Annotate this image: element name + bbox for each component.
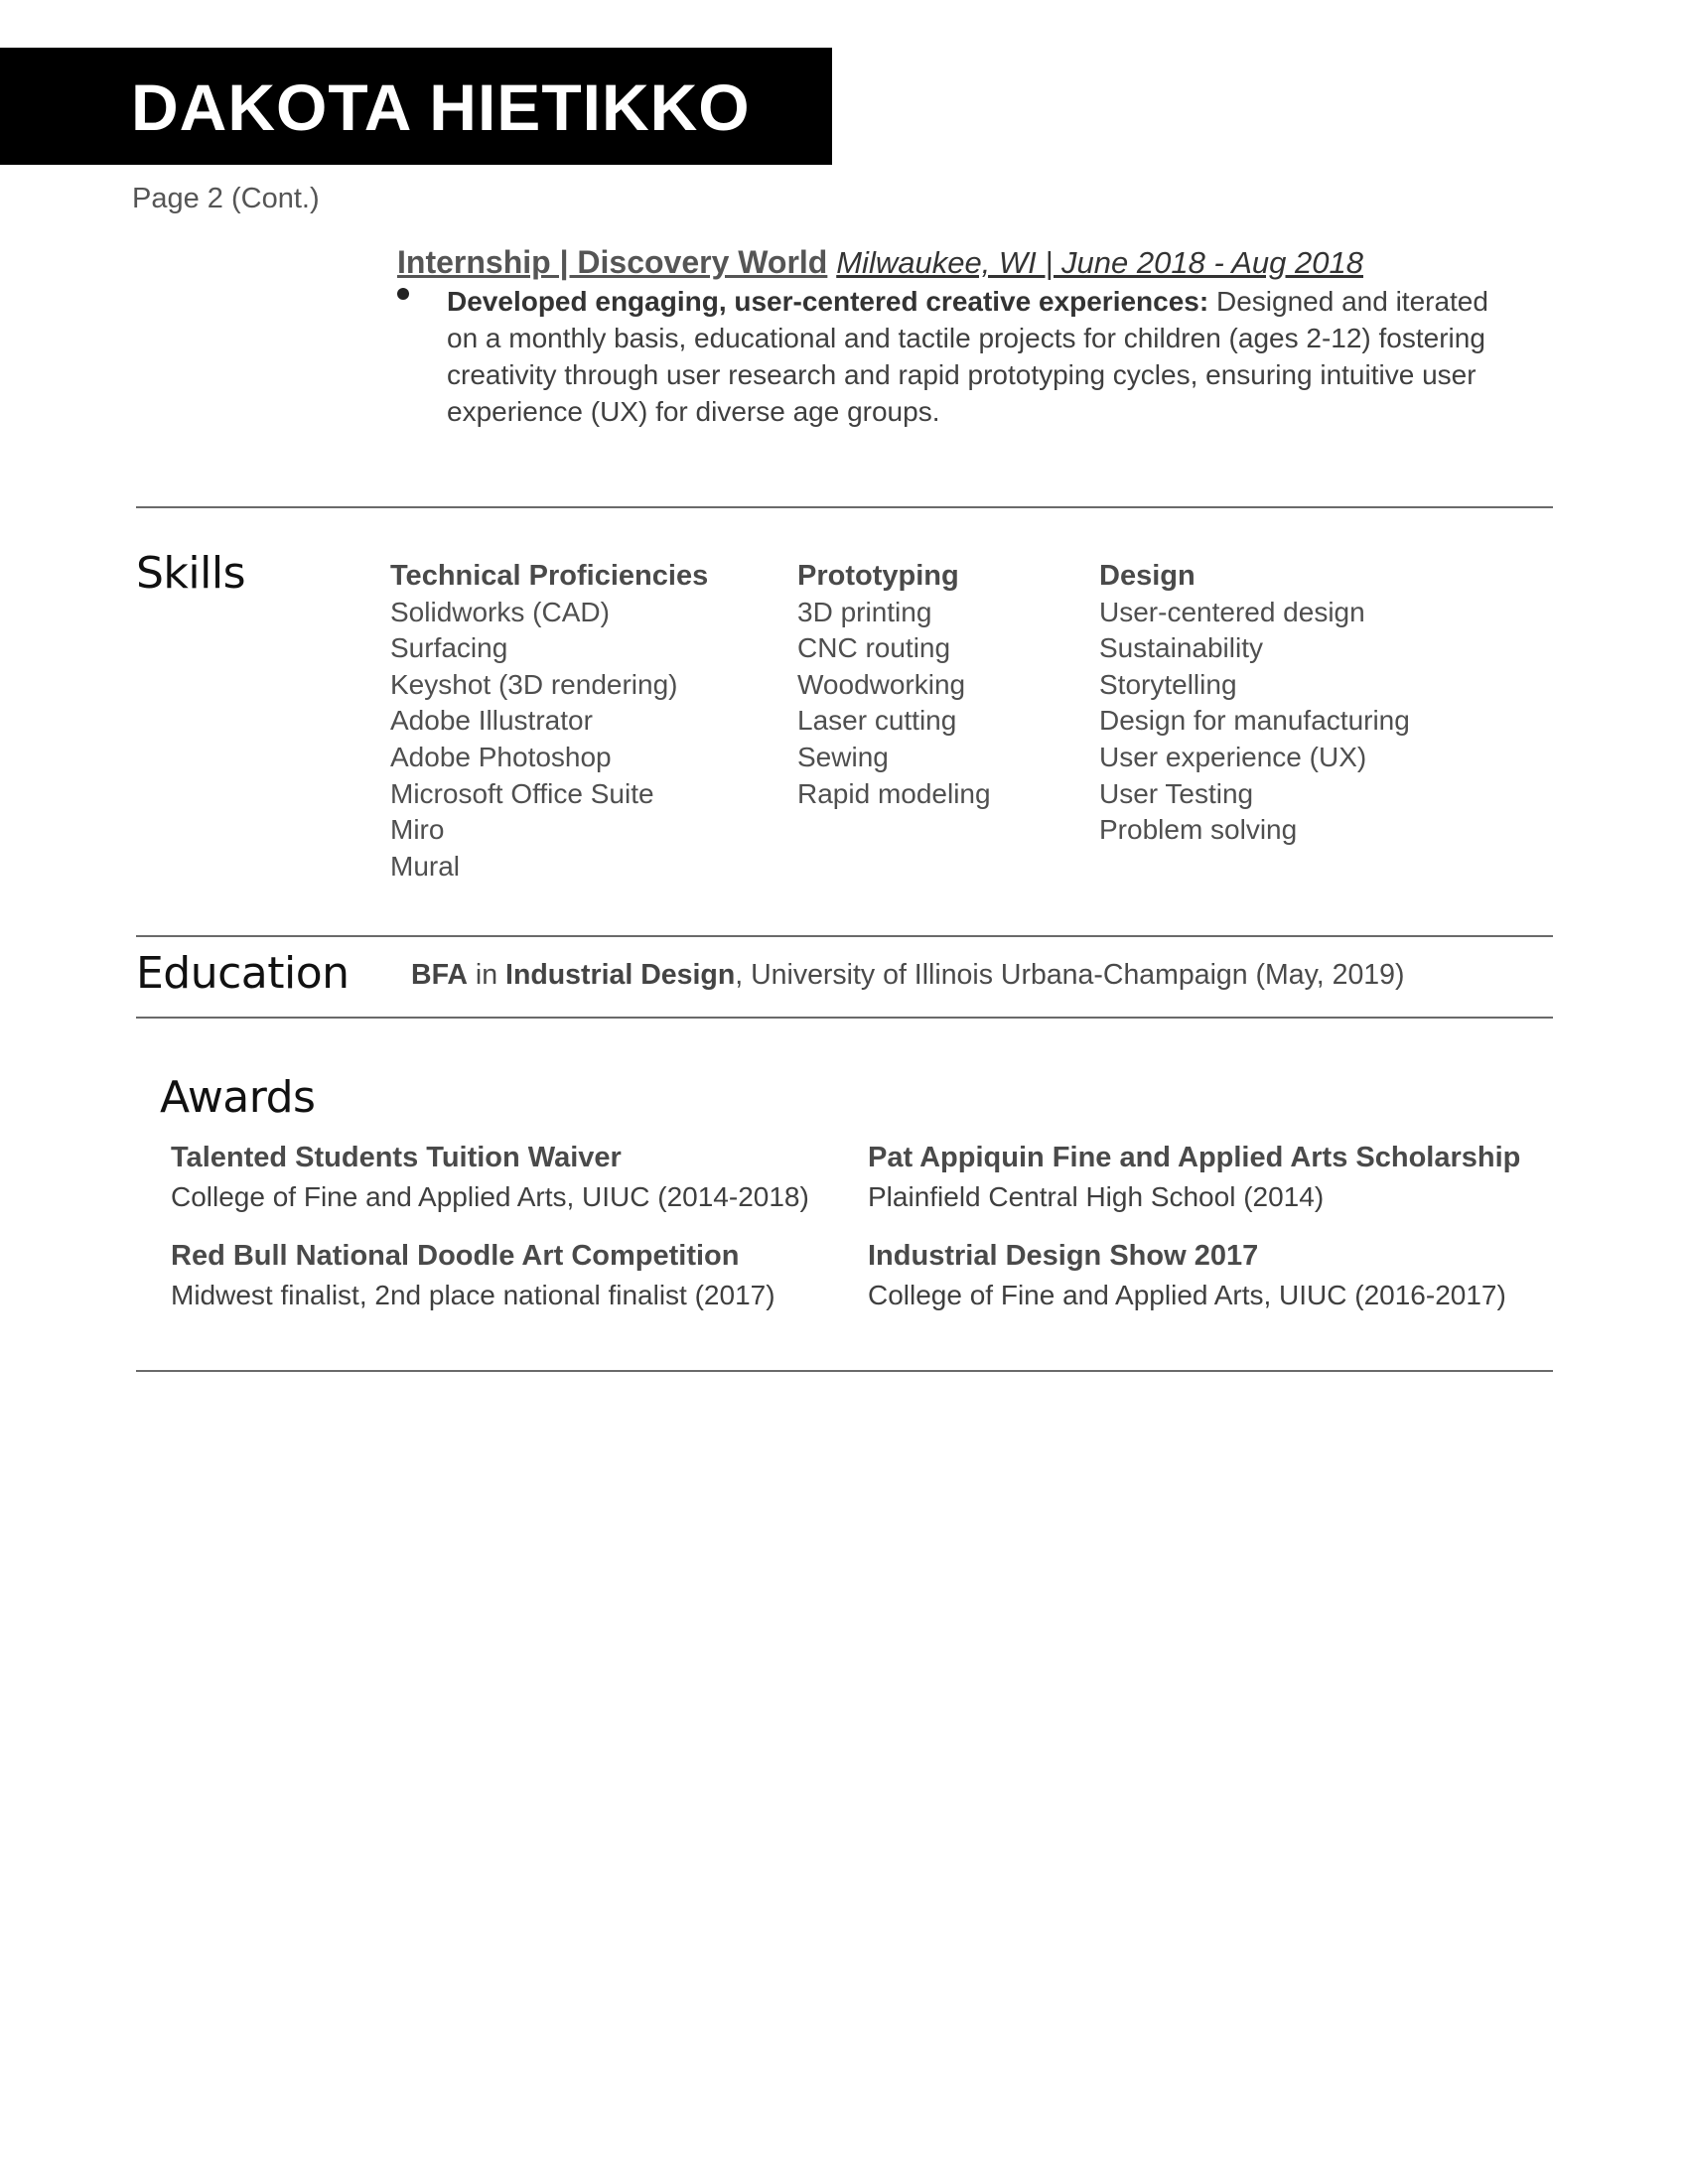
skill-item: Surfacing: [390, 632, 508, 664]
skill-item: Sewing: [797, 741, 889, 772]
award-item: [868, 1142, 1520, 1213]
divider: [136, 1370, 1553, 1372]
divider: [136, 935, 1553, 937]
skill-item: Miro: [390, 814, 445, 846]
page-label: Page 2 (Cont.): [132, 183, 320, 214]
skill-item: Microsoft Office Suite: [390, 777, 654, 809]
job-bullet-lead: Developed engaging, user-centered creative experiences:: [447, 286, 1209, 317]
skill-column-technical: [390, 558, 708, 885]
name-banner: [0, 48, 832, 165]
skill-item: User Testing: [1099, 777, 1254, 809]
bullet-icon: [397, 288, 409, 300]
job-bullet: [447, 283, 1499, 430]
award-item: [868, 1240, 1506, 1311]
skill-item: Adobe Illustrator: [390, 705, 593, 737]
award-title: Red Bull National Doodle Art Competition: [171, 1240, 740, 1272]
award-detail: College of Fine and Applied Arts, UIUC (2014-2018): [171, 1181, 809, 1212]
skill-item: 3D printing: [797, 596, 932, 627]
awards-heading: Awards: [160, 1072, 316, 1123]
skill-item: Design for manufacturing: [1099, 705, 1410, 737]
skill-item: Mural: [390, 850, 461, 882]
candidate-name: DAKOTA HIETIKKO: [131, 70, 751, 144]
skill-item: Woodworking: [797, 668, 966, 700]
award-title: Industrial Design Show 2017: [868, 1240, 1259, 1272]
job-bullet-body: Designed and iterated on a monthly basis, educational and tactile projects for children (ages 2-12) fostering creativity through user research and rapid prototyping cycles, ensuring intuitive user experience (UX) for diverse age groups.: [447, 286, 1488, 427]
skill-item: User-centered design: [1099, 596, 1365, 627]
skill-column-design: [1099, 558, 1410, 849]
award-detail: College of Fine and Applied Arts, UIUC (2016-2017): [868, 1280, 1506, 1310]
skill-item: Keyshot (3D rendering): [390, 668, 678, 700]
education-in: in: [475, 959, 498, 991]
skill-item: Problem solving: [1099, 814, 1298, 846]
skills-heading: Skills: [136, 548, 246, 599]
award-item: [171, 1142, 809, 1213]
divider: [136, 506, 1553, 508]
skill-column-prototyping: [797, 558, 991, 812]
skill-item: Laser cutting: [797, 705, 957, 737]
divider: [136, 1017, 1553, 1019]
skill-column-title: Technical Proficiencies: [390, 560, 709, 592]
education-detail: , University of Illinois Urbana-Champaign (May, 2019): [735, 959, 1405, 991]
education-major: Industrial Design: [505, 959, 736, 991]
skill-column-title: Design: [1099, 560, 1196, 592]
education-heading: Education: [136, 948, 350, 999]
skill-item: Storytelling: [1099, 668, 1237, 700]
skill-item: User experience (UX): [1099, 741, 1367, 772]
skill-item: Solidworks (CAD): [390, 596, 610, 627]
award-title: Pat Appiquin Fine and Applied Arts Scholarship: [868, 1142, 1521, 1173]
job-meta: Milwaukee, WI | June 2018 - Aug 2018: [836, 245, 1363, 280]
skill-item: Sustainability: [1099, 632, 1263, 664]
award-detail: Plainfield Central High School (2014): [868, 1181, 1325, 1212]
job-title: Internship | Discovery World: [397, 244, 828, 280]
education-entry: [411, 959, 1404, 992]
skill-item: Rapid modeling: [797, 777, 991, 809]
award-item: [171, 1240, 775, 1311]
job-heading: [397, 242, 1363, 283]
award-detail: Midwest finalist, 2nd place national finalist (2017): [171, 1280, 775, 1310]
award-title: Talented Students Tuition Waiver: [171, 1142, 622, 1173]
education-degree: BFA: [411, 959, 468, 991]
skill-column-title: Prototyping: [797, 560, 959, 592]
skill-item: Adobe Photoshop: [390, 741, 612, 772]
skill-item: CNC routing: [797, 632, 951, 664]
